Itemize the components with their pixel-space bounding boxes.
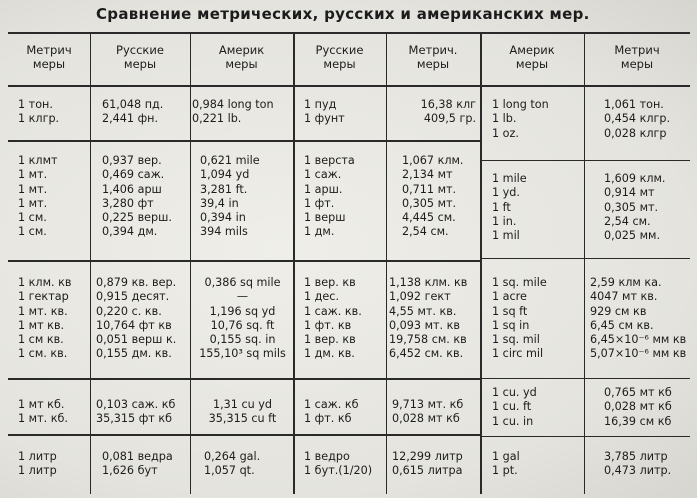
area-russian: 0,879 кв. вер. 0,915 десят. 0,220 с. кв. 10,764 фт кв 0,051 верш к. 0,155 дм. кв. (96, 276, 177, 361)
page-title: Сравнение метрических, русских и американских мер. (96, 5, 590, 23)
col-rule-3 (293, 32, 295, 494)
col-rule-6 (584, 32, 585, 494)
area-russian-2: 1 вер. кв 1 дес. 1 саж. кв. 1 фт. кв 1 вер. кв 1 дм. кв. (304, 276, 362, 361)
area-american-3: 1 sq. mile 1 acre 1 sq ft 1 sq in 1 sq. mil 1 circ mil (492, 276, 547, 361)
mass-american-3: 1 long ton 1 lb. 1 oz. (492, 98, 549, 140)
mass-metric-3: 1,061 тон. 0,454 клгр. 0,028 клгр (604, 98, 671, 140)
liquid-metric-3: 3,785 литр 0,473 литр. (604, 450, 672, 478)
volume-metric-3: 0,765 мт кб 0,028 мт кб 16,39 см кб (604, 386, 672, 428)
length-metric-2: 1,067 клм. 2,134 мт 0,711 мт. 0,305 мт. 4,445 см. 2,54 см. (402, 154, 464, 239)
table-top-rule (8, 32, 690, 34)
area-metric: 1 клм. кв 1 гектар 1 мт. кв. 1 мт кв. 1 см кв. 1 см. кв. (18, 276, 72, 361)
mass-metric-2: 16,38 клг 409,5 гр. (420, 98, 476, 126)
col-rule-1 (90, 32, 91, 494)
header-metric-3: Метрич меры (614, 43, 660, 71)
length-russian: 0,937 вер. 0,469 саж. 1,406 арш 3,280 фт 0,225 верш. 0,394 дм. (102, 154, 172, 239)
header-american-3: Америк меры (509, 43, 555, 71)
col-rule-2 (190, 32, 191, 494)
volume-american: 1,31 cu yd 35,315 cu ft (208, 398, 277, 426)
liquid-metric-2: 12,299 литр 0,615 литра (392, 450, 463, 478)
conversion-table (8, 32, 690, 494)
liquid-american: 0,264 gal. 1,057 qt. (204, 450, 261, 478)
header-russian-1: Русские меры (116, 43, 164, 71)
rule-mass-right (482, 160, 690, 161)
length-american: 0,621 mile 1,094 yd 3,281 ft. 39,4 in 0,394 in 394 mils (200, 154, 260, 239)
length-american-3: 1 mile 1 yd. 1 ft 1 in. 1 mil (492, 172, 527, 243)
col-rule-5 (480, 32, 482, 494)
liquid-metric: 1 литр 1 литр (18, 450, 57, 478)
liquid-russian: 0,081 ведра 1,626 бут (102, 450, 173, 478)
length-metric: 1 клмт 1 мт. 1 мт. 1 мт. 1 см. 1 см. (18, 154, 58, 239)
rule-volume-right (482, 436, 690, 437)
area-american: 0,386 sq mile — 1,196 sq yd 10,76 sq. ft 0,155 sq. in 155,10³ sq mils (199, 276, 286, 361)
header-rule (8, 85, 690, 87)
rule-area-left (8, 378, 480, 380)
mass-american: 0,984 long ton 0,221 lb. (192, 98, 274, 126)
volume-american-3: 1 cu. yd 1 cu. ft 1 cu. in (492, 386, 537, 428)
header-russian-2: Русские меры (315, 43, 364, 71)
volume-russian-2: 1 саж. кб 1 фт. кб (304, 398, 359, 426)
mass-russian-2: 1 пуд 1 фунт (304, 98, 345, 126)
rule-length-left (8, 260, 480, 262)
liquid-russian-2: 1 ведро 1 бут.(1/20) (304, 450, 373, 478)
rule-area-right (482, 378, 690, 379)
volume-metric-2: 9,713 мт. кб 0,028 мт кб (392, 398, 464, 426)
liquid-american-3: 1 gal 1 pt. (492, 450, 520, 478)
header-metric-2: Метрич. меры (408, 43, 458, 71)
rule-mass-left (8, 140, 480, 142)
length-russian-2: 1 верста 1 саж. 1 арш. 1 фт. 1 верш 1 дм. (304, 154, 355, 239)
rule-volume-left (8, 434, 480, 436)
area-metric-2: 1,138 клм. кв 1,092 гект 4,55 мт. кв. 0,093 мт. кв 19,758 см. кв 6,452 см. кв. (389, 276, 468, 361)
rule-length-right (482, 258, 690, 259)
col-rule-4 (386, 32, 387, 494)
area-metric-3: 2,59 клм ка. 4047 мт кв. 929 см кв 6,45 см кв. 6,45×10⁻⁶ мм кв 5,07×10⁻⁶ мм кв (590, 276, 687, 361)
header-american-1: Америк меры (218, 43, 265, 71)
volume-metric: 1 мт кб. 1 мт. кб. (18, 398, 68, 426)
length-metric-3: 1,609 клм. 0,914 мт 0,305 мт. 2,54 см. 0,025 мм. (604, 172, 666, 243)
header-metric-1: Метрич меры (26, 43, 72, 71)
mass-russian: 61,048 пд. 2,441 фн. (102, 98, 164, 126)
volume-russian: 0,103 саж. кб 35,315 фт кб (96, 398, 176, 426)
mass-metric: 1 тон. 1 клгр. (18, 98, 60, 126)
